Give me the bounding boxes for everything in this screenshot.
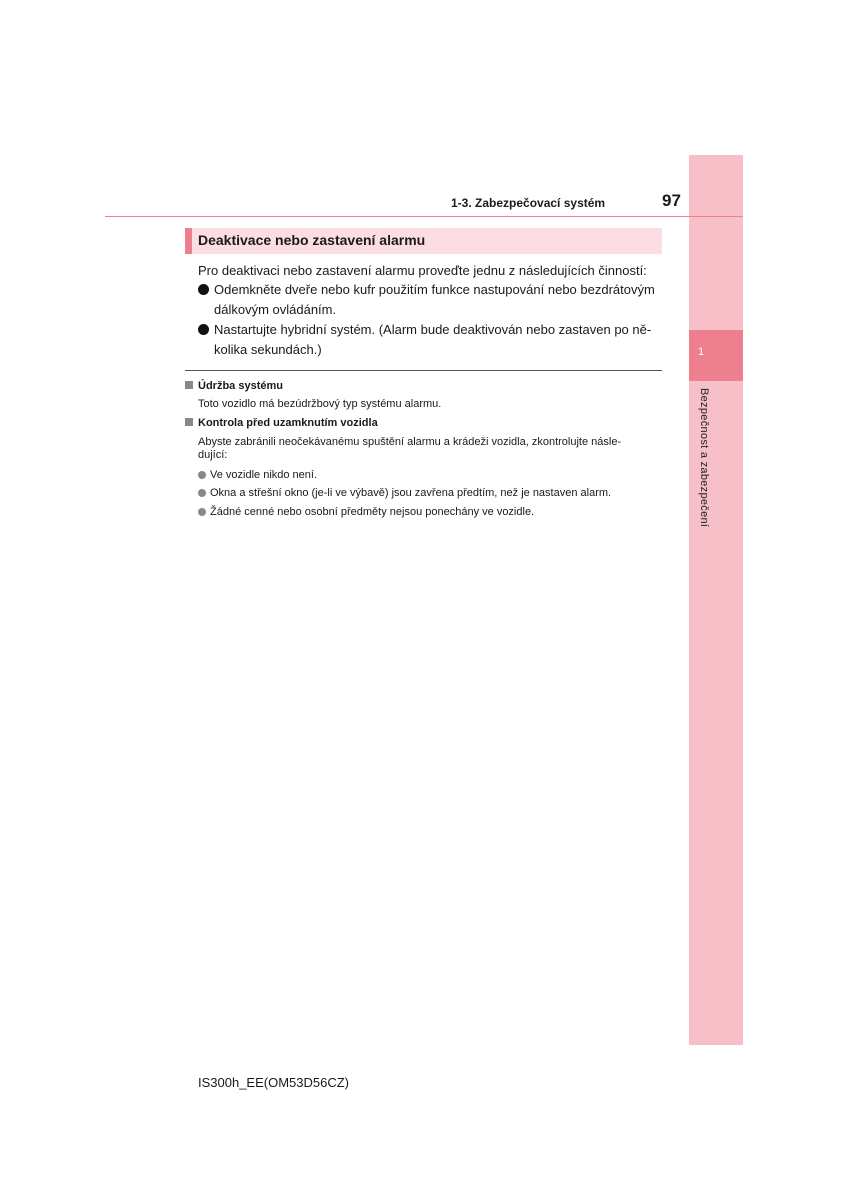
list-item	[198, 280, 660, 320]
chapter-number-tab	[689, 330, 743, 381]
list-item-line: Nastartujte hybridní systém. (Alarm bude deaktivován nebo zastaven po ně-	[214, 322, 652, 337]
note-list-item	[198, 485, 660, 501]
note-heading-text: Údržba systému	[198, 380, 283, 392]
note-text-line: dující:	[198, 449, 228, 461]
note-heading-text: Kontrola před uzamknutím vozidla	[198, 417, 378, 429]
section-title: Deaktivace nebo zastavení alarmu	[198, 232, 426, 248]
note-heading	[185, 415, 378, 431]
note-text	[198, 436, 660, 462]
section-divider	[185, 370, 662, 371]
header-section-title: 1-3. Zabezpečovací systém	[451, 196, 606, 210]
chapter-title-vertical: Bezpečnost a zabezpečení	[698, 388, 710, 528]
list-item	[198, 320, 660, 360]
bullet-dot-icon	[198, 471, 206, 479]
list-item-line: kolika sekundách.)	[214, 342, 322, 357]
bullet-dot-icon	[198, 489, 206, 497]
note-list-item-text: Okna a střešní okno (je-li ve výbavě) jsou zavřena předtím, než je nastaven alarm.	[210, 487, 612, 499]
square-bullet-icon	[185, 381, 193, 389]
square-bullet-icon	[185, 418, 193, 426]
note-text: Toto vozidlo má bezúdržbový typ systému alarmu.	[198, 398, 442, 410]
page-number: 97	[662, 191, 681, 210]
section-title-box	[185, 228, 662, 254]
bullet-dot-icon	[198, 284, 209, 295]
note-list-item	[198, 467, 660, 483]
bullet-dot-icon	[198, 508, 206, 516]
note-list-item-text: Žádné cenné nebo osobní předměty nejsou ponechány ve vozidle.	[210, 506, 535, 518]
footer-code: IS300h_EE(OM53D56CZ)	[198, 1075, 350, 1090]
bullet-dot-icon	[198, 324, 209, 335]
note-list-item	[198, 504, 660, 520]
note-list-item-text: Ve vozidle nikdo není.	[210, 469, 318, 481]
list-item-line: dálkovým ovládáním.	[214, 302, 337, 317]
chapter-number: 1	[698, 346, 705, 358]
note-heading	[185, 378, 283, 394]
list-item-line: Odemkněte dveře nebo kufr použitím funkce nastupování nebo bezdrátovým	[214, 282, 655, 297]
section-intro: Pro deaktivaci nebo zastavení alarmu proveďte jednu z následujících činností:	[198, 263, 647, 278]
side-chapter-tab	[689, 155, 743, 1045]
header-divider	[105, 216, 743, 217]
note-text-line: Abyste zabránili neočekávanému spuštění alarmu a krádeži vozidla, zkontrolujte násle-	[198, 436, 622, 448]
